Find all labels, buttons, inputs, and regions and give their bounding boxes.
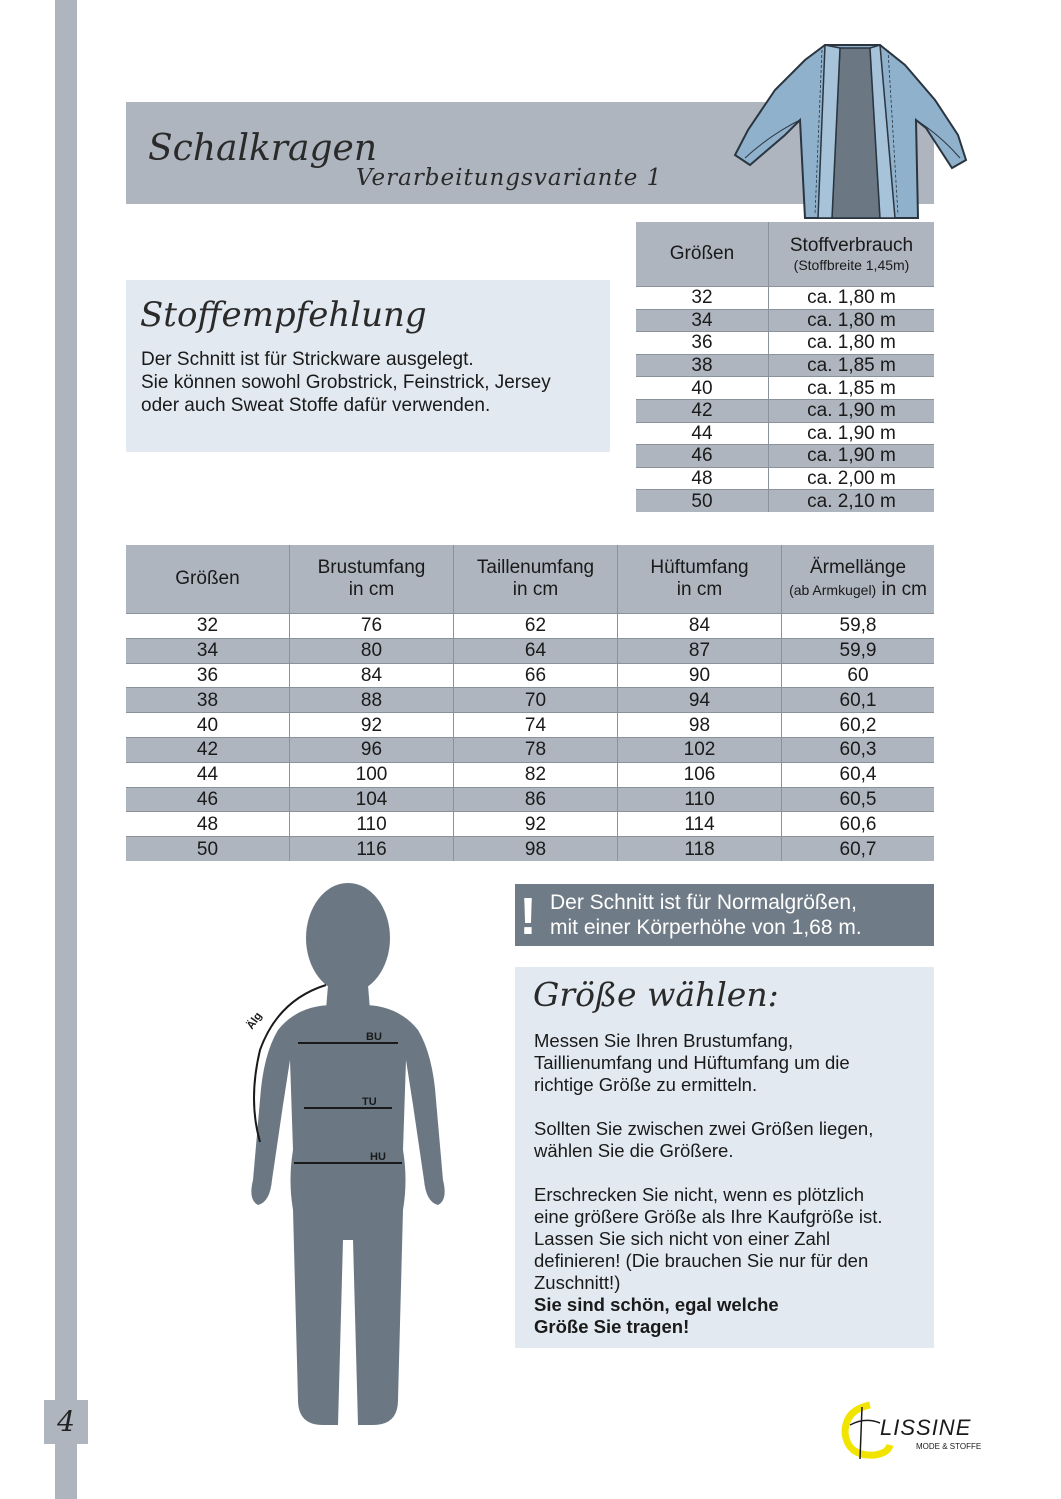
consumption-size-cell: 42 bbox=[636, 399, 769, 422]
consumption-size-cell: 46 bbox=[636, 445, 769, 468]
waist-cell: 92 bbox=[454, 812, 618, 837]
waist-cell: 78 bbox=[454, 737, 618, 762]
sleeve-cell: 60,5 bbox=[782, 787, 935, 812]
sleeve-cell: 60,2 bbox=[782, 713, 935, 738]
consumption-usage-cell: ca. 1,80 m bbox=[769, 332, 935, 355]
size-table-row bbox=[126, 762, 934, 787]
consumption-row bbox=[636, 445, 934, 468]
consumption-size-cell: 48 bbox=[636, 467, 769, 490]
text-line: definieren! (Die brauchen Sie nur für den bbox=[534, 1250, 869, 1271]
text-line: Zuschnitt!) bbox=[534, 1272, 621, 1293]
text-line: Sie sind schön, egal welche bbox=[534, 1294, 779, 1315]
size-header-waist-unit: in cm bbox=[512, 579, 559, 600]
size-measurement-table bbox=[126, 545, 934, 861]
consumption-row bbox=[636, 399, 934, 422]
size-table-row bbox=[126, 713, 934, 738]
consumption-usage-cell: ca. 1,90 m bbox=[769, 399, 935, 422]
consumption-row bbox=[636, 490, 934, 512]
page-number: 4 bbox=[57, 1405, 75, 1438]
choose-paragraph-3 bbox=[534, 1184, 944, 1294]
bust-cell: 96 bbox=[290, 737, 454, 762]
size-cell: 48 bbox=[126, 812, 290, 837]
header-title: Schalkragen bbox=[148, 128, 378, 169]
waist-cell: 98 bbox=[454, 837, 618, 861]
consumption-header-usage bbox=[769, 222, 935, 287]
text-line: Lassen Sie sich nicht von einer Zahl bbox=[534, 1228, 831, 1249]
size-header-hip-label: Hüftumfang bbox=[650, 557, 749, 578]
size-header-sleeve-note: (ab Armkugel) bbox=[789, 582, 877, 598]
sleeve-cell: 59,8 bbox=[782, 614, 935, 639]
figure-label-bu: BU bbox=[366, 1031, 382, 1043]
bust-cell: 76 bbox=[290, 614, 454, 639]
size-header-bust bbox=[290, 545, 454, 614]
consumption-usage-cell: ca. 1,80 m bbox=[769, 287, 935, 310]
hip-cell: 110 bbox=[618, 787, 782, 812]
size-table-row bbox=[126, 837, 934, 861]
consumption-row bbox=[636, 332, 934, 355]
page-number-box bbox=[44, 1400, 88, 1444]
consumption-header-usage-note: (Stoffbreite 1,45m) bbox=[793, 257, 910, 273]
consumption-usage-cell: ca. 1,80 m bbox=[769, 309, 935, 332]
notice-box bbox=[515, 884, 934, 946]
consumption-size-cell: 40 bbox=[636, 377, 769, 400]
logo-name: LISSINE bbox=[880, 1415, 972, 1440]
consumption-usage-cell: ca. 1,85 m bbox=[769, 377, 935, 400]
hip-cell: 114 bbox=[618, 812, 782, 837]
text-line: Messen Sie Ihren Brustumfang, bbox=[534, 1030, 794, 1051]
consumption-row bbox=[636, 467, 934, 490]
fabric-consumption-table bbox=[636, 222, 934, 512]
text-line: Taillienumfang und Hüftumfang um die bbox=[534, 1052, 850, 1073]
notice-line: mit einer Körperhöhe von 1,68 m. bbox=[550, 916, 862, 939]
sleeve-cell: 60 bbox=[782, 663, 935, 688]
size-cell: 46 bbox=[126, 787, 290, 812]
lissine-logo bbox=[840, 1395, 1000, 1465]
hip-cell: 94 bbox=[618, 688, 782, 713]
consumption-row bbox=[636, 377, 934, 400]
bust-cell: 100 bbox=[290, 762, 454, 787]
waist-cell: 82 bbox=[454, 762, 618, 787]
hip-cell: 102 bbox=[618, 737, 782, 762]
fabric-line: Der Schnitt ist für Strickware ausgelegt. bbox=[141, 349, 474, 370]
hip-cell: 87 bbox=[618, 638, 782, 663]
size-header-hip bbox=[618, 545, 782, 614]
size-table-row bbox=[126, 812, 934, 837]
hip-cell: 106 bbox=[618, 762, 782, 787]
size-cell: 50 bbox=[126, 837, 290, 861]
consumption-usage-cell: ca. 1,90 m bbox=[769, 445, 935, 468]
bust-cell: 84 bbox=[290, 663, 454, 688]
consumption-row bbox=[636, 287, 934, 310]
notice-text bbox=[550, 890, 862, 940]
size-header-size: Größen bbox=[126, 545, 290, 614]
text-line: Größe Sie tragen! bbox=[534, 1316, 690, 1337]
waist-cell: 64 bbox=[454, 638, 618, 663]
figure-label-hu: HU bbox=[370, 1151, 386, 1163]
consumption-usage-cell: ca. 1,85 m bbox=[769, 354, 935, 377]
text-line: eine größere Größe als Ihre Kaufgröße ist. bbox=[534, 1206, 883, 1227]
size-cell: 44 bbox=[126, 762, 290, 787]
consumption-usage-cell: ca. 1,90 m bbox=[769, 422, 935, 445]
size-header-waist-label: Taillenumfang bbox=[476, 557, 595, 578]
exclamation-icon: ! bbox=[519, 888, 537, 946]
choose-paragraph-2 bbox=[534, 1118, 944, 1162]
size-cell: 36 bbox=[126, 663, 290, 688]
size-table-row bbox=[126, 688, 934, 713]
waist-cell: 74 bbox=[454, 713, 618, 738]
waist-cell: 70 bbox=[454, 688, 618, 713]
logo-tagline: MODE & STOFFE bbox=[916, 1442, 982, 1451]
sleeve-cell: 60,7 bbox=[782, 837, 935, 861]
size-header-bust-unit: in cm bbox=[348, 579, 395, 600]
consumption-size-cell: 44 bbox=[636, 422, 769, 445]
fabric-recommendation-text bbox=[141, 348, 611, 417]
consumption-size-cell: 36 bbox=[636, 332, 769, 355]
sleeve-cell: 60,4 bbox=[782, 762, 935, 787]
size-table-row bbox=[126, 614, 934, 639]
consumption-size-cell: 50 bbox=[636, 490, 769, 512]
figure-label-tu: TU bbox=[362, 1096, 377, 1108]
bust-cell: 92 bbox=[290, 713, 454, 738]
bust-cell: 110 bbox=[290, 812, 454, 837]
size-cell: 34 bbox=[126, 638, 290, 663]
sleeve-cell: 60,1 bbox=[782, 688, 935, 713]
hip-cell: 84 bbox=[618, 614, 782, 639]
body-measurement-figure bbox=[238, 880, 458, 1440]
text-line: Sollten Sie zwischen zwei Größen liegen, bbox=[534, 1118, 874, 1139]
size-cell: 38 bbox=[126, 688, 290, 713]
consumption-header-size: Größen bbox=[636, 222, 769, 287]
size-header-sleeve-sub bbox=[783, 579, 933, 601]
waist-cell: 66 bbox=[454, 663, 618, 688]
size-cell: 42 bbox=[126, 737, 290, 762]
cardigan-illustration bbox=[730, 40, 970, 222]
sleeve-cell: 59,9 bbox=[782, 638, 935, 663]
fabric-line: Sie können sowohl Grobstrick, Feinstrick, Jersey bbox=[141, 372, 551, 393]
side-bar bbox=[55, 0, 77, 1499]
size-table-row bbox=[126, 663, 934, 688]
size-table-row bbox=[126, 737, 934, 762]
size-header-sleeve bbox=[782, 545, 935, 614]
size-header-waist bbox=[454, 545, 618, 614]
consumption-size-cell: 38 bbox=[636, 354, 769, 377]
waist-cell: 62 bbox=[454, 614, 618, 639]
figure-label-alg: Älg bbox=[244, 1010, 265, 1032]
hip-cell: 118 bbox=[618, 837, 782, 861]
bust-cell: 80 bbox=[290, 638, 454, 663]
consumption-size-cell: 32 bbox=[636, 287, 769, 310]
bust-cell: 104 bbox=[290, 787, 454, 812]
sleeve-cell: 60,3 bbox=[782, 737, 935, 762]
sleeve-cell: 60,6 bbox=[782, 812, 935, 837]
consumption-row bbox=[636, 309, 934, 332]
choose-paragraph-4 bbox=[534, 1294, 944, 1338]
size-cell: 32 bbox=[126, 614, 290, 639]
size-header-hip-unit: in cm bbox=[676, 579, 723, 600]
size-header-sleeve-unit: in cm bbox=[881, 579, 927, 600]
fabric-line: oder auch Sweat Stoffe dafür verwenden. bbox=[141, 395, 491, 416]
consumption-header-usage-label: Stoffverbrauch bbox=[789, 235, 914, 256]
text-line: Erschrecken Sie nicht, wenn es plötzlich bbox=[534, 1184, 865, 1205]
hip-cell: 90 bbox=[618, 663, 782, 688]
notice-line: Der Schnitt ist für Normalgrößen, bbox=[550, 891, 857, 914]
choose-paragraph-1 bbox=[534, 1030, 944, 1096]
consumption-row bbox=[636, 422, 934, 445]
waist-cell: 86 bbox=[454, 787, 618, 812]
text-line: richtige Größe zu ermitteln. bbox=[534, 1074, 758, 1095]
choose-size-title: Größe wählen: bbox=[533, 975, 779, 1014]
bust-cell: 88 bbox=[290, 688, 454, 713]
size-table-row bbox=[126, 638, 934, 663]
consumption-row bbox=[636, 354, 934, 377]
choose-size-text bbox=[534, 1030, 944, 1338]
size-table-row bbox=[126, 787, 934, 812]
size-header-bust-label: Brustumfang bbox=[317, 557, 426, 578]
fabric-recommendation-title: Stoffempfehlung bbox=[140, 295, 427, 335]
consumption-usage-cell: ca. 2,10 m bbox=[769, 490, 935, 512]
consumption-size-cell: 34 bbox=[636, 309, 769, 332]
header-subtitle: Verarbeitungsvariante 1 bbox=[356, 165, 663, 191]
hip-cell: 98 bbox=[618, 713, 782, 738]
text-line: wählen Sie die Größere. bbox=[534, 1140, 734, 1161]
bust-cell: 116 bbox=[290, 837, 454, 861]
consumption-usage-cell: ca. 2,00 m bbox=[769, 467, 935, 490]
size-cell: 40 bbox=[126, 713, 290, 738]
size-header-sleeve-label: Ärmellänge bbox=[809, 557, 907, 578]
